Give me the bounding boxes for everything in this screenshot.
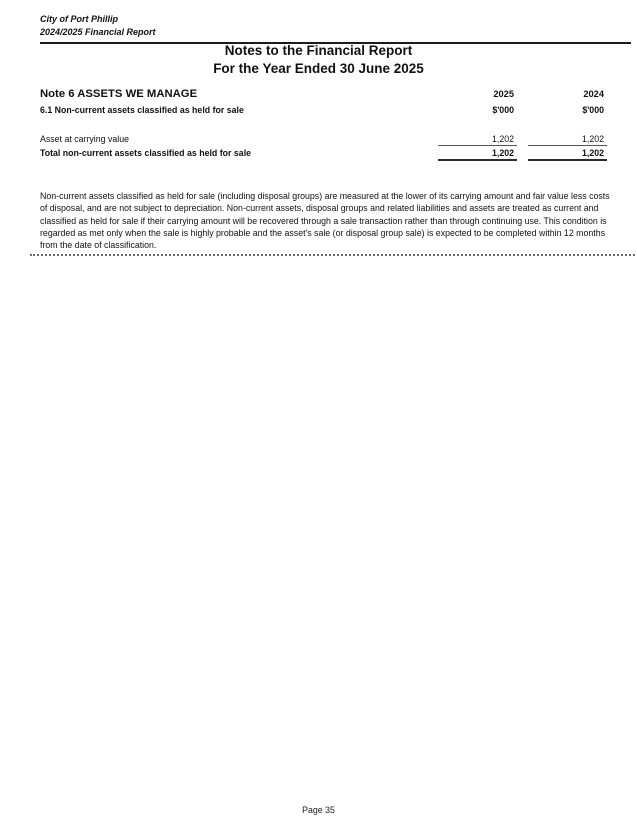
section-divider bbox=[30, 254, 635, 256]
row-label: Asset at carrying value bbox=[40, 134, 129, 144]
total-value-2025: 1,202 bbox=[438, 147, 517, 161]
column-header-2025: 2025 bbox=[493, 89, 514, 99]
column-header-2024: 2024 bbox=[583, 89, 604, 99]
table-header-row bbox=[40, 88, 607, 105]
total-value-2024: 1,202 bbox=[528, 147, 607, 161]
row-value-2024: 1,202 bbox=[528, 133, 607, 146]
unit-label-2024: $'000 bbox=[582, 105, 604, 115]
note-heading: Note 6 ASSETS WE MANAGE bbox=[40, 88, 198, 100]
title-line-2: For the Year Ended 30 June 2025 bbox=[213, 60, 424, 76]
document-header bbox=[40, 13, 631, 44]
org-name: City of Port Phillip bbox=[40, 14, 118, 24]
table-row bbox=[40, 133, 607, 146]
title-line-1: Notes to the Financial Report bbox=[224, 43, 413, 58]
report-name: 2024/2025 Financial Report bbox=[40, 27, 156, 37]
total-row-label: Total non-current assets classified as held for sale bbox=[40, 148, 252, 158]
table-spacer-row bbox=[40, 119, 607, 133]
table-subheader-row bbox=[40, 105, 607, 119]
page-number: Page 35 bbox=[302, 805, 335, 815]
page-title bbox=[0, 42, 637, 77]
note-subheading: 6.1 Non-current assets classified as held for sale bbox=[40, 105, 244, 115]
unit-label-2025: $'000 bbox=[492, 105, 514, 115]
table-total-row bbox=[40, 147, 607, 161]
row-value-2025: 1,202 bbox=[438, 133, 517, 146]
note6-table bbox=[40, 88, 607, 161]
policy-paragraph: Non-current assets classified as held for sale (including disposal groups) are measured at the lower of its carrying amount and fair value less costs of disposal, and are not subject to depreciation. Non-current assets, disposal groups and related liabilities and assets are treated as current and classified as held for sale if their carrying amount will be recovered through a sale transaction rather than through continuing use. This condition is regarded as met only when the sale is highly probable and the asset's sale (or disposal group sale) is expected to be completed within 12 months from the date of classification. bbox=[40, 191, 610, 251]
